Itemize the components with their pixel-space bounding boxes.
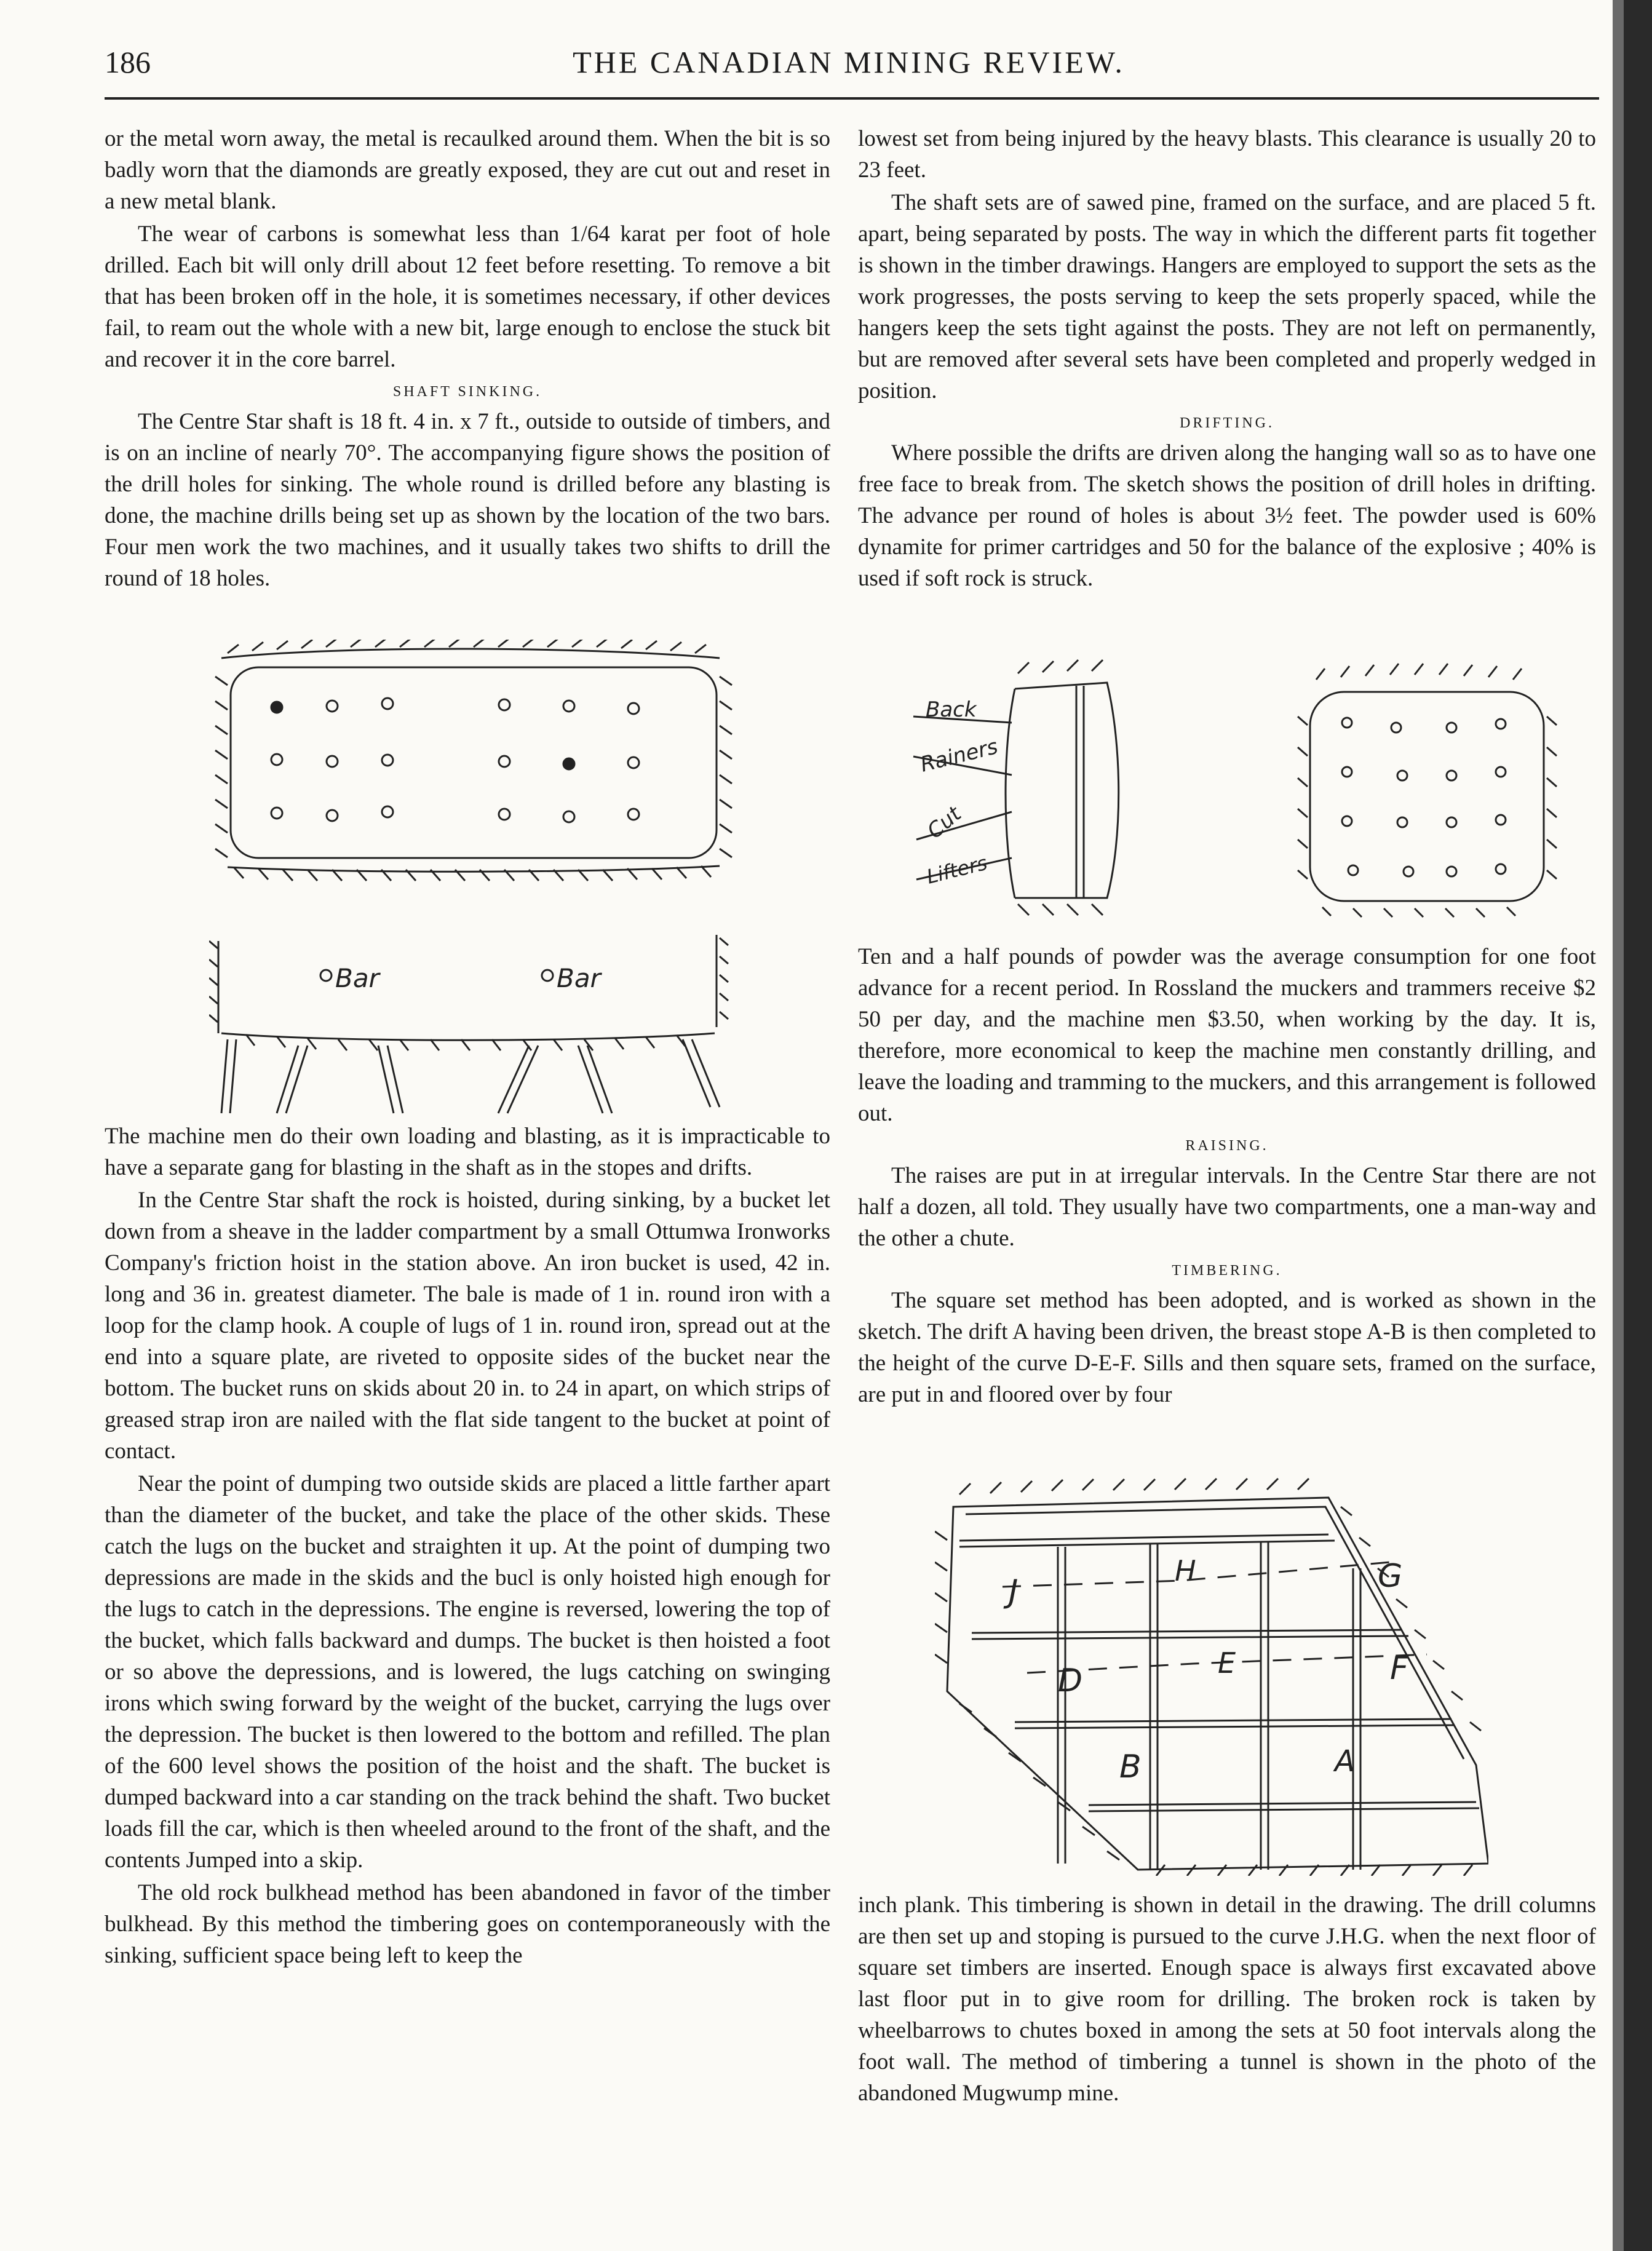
right-column-top — [858, 123, 1596, 595]
label-h: H — [1175, 1554, 1196, 1587]
paragraph: In the Centre Star shaft the rock is hoisted, during sinking, by a bucket let down from a sheave in the ladder compartment by a small Ottumwa Ironworks Company's friction hoist in the station above. An iron bucket is used, 42 in. long and 36 in. greatest diameter. The bale is made of 1 in. round iron with a loop for the clamp hook. A couple of lugs of 1 in. round iron, spread out at the end into a square plate, are riveted to opposite sides of the bucket near the bottom. The bucket runs on skids about 20 in. to 24 in apart, on which strips of greased strap iron are nailed with the flat side tangent to the bucket at point of contact. — [105, 1188, 830, 1464]
section-heading-raising: RAISING. — [1185, 1138, 1269, 1154]
paragraph: The square set method has been adopted, and is worked as shown in the sketch. The drift A having been driven, the breast stope A-B is then completed to the height of the curve D-E-F. Sills and then square sets, framed on the surface, are put in and floored over by four — [858, 1288, 1596, 1407]
left-column-top — [105, 123, 830, 595]
label-g: G — [1378, 1558, 1403, 1595]
paragraph: The wear of carbons is somewhat less than 1/64 karat per foot of hole drilled. Each bit will only drill about 12 feet before resetting. To remove a bit that has been broken off in the hole, it is sometimes necessary, if other devices fail, to ream out the whole with a new bit, large enough to enclose the stuck bit and recover it in the core barrel. — [105, 221, 830, 372]
figure-shaft-drill-holes — [209, 640, 738, 1119]
label-a: A — [1335, 1744, 1355, 1779]
page-number: 186 — [105, 45, 151, 79]
paragraph: lowest set from being injured by the heavy blasts. This clearance is usually 20 to 23 feet. — [858, 126, 1596, 183]
label-lifters: Lifters — [924, 851, 990, 889]
figure-square-set-timbering — [935, 1470, 1488, 1876]
label-back: Back — [926, 697, 977, 722]
label-b: B — [1119, 1749, 1142, 1785]
running-title: THE CANADIAN MINING REVIEW. — [573, 45, 1125, 79]
right-column-bottom — [858, 1889, 1596, 2110]
section-heading-drifting: DRIFTING. — [1180, 415, 1274, 431]
label-d: D — [1058, 1662, 1083, 1699]
drift-drawing — [910, 655, 1575, 919]
label-rainers: Rainers — [918, 734, 1001, 777]
paragraph: The Centre Star shaft is 18 ft. 4 in. x 7 ft., outside to outside of timbers, and is on an incline of nearly 70°. The accompanying figure shows the position of the drill holes for sinking. The whole round is drilled before any blasting is done, the machine drills being set up as shown by the location of the two bars. Four men work the two machines, and it usually takes two shifts to drill the round of 18 holes. — [105, 409, 830, 591]
section-heading-timbering: TIMBERING. — [1172, 1263, 1282, 1279]
bar-label-right: Bar — [557, 963, 601, 993]
paragraph: The raises are put in at irregular intervals. In the Centre Star there are not half a dozen, all told. They usually have two compartments, one a man-way and the other a chute. — [858, 1163, 1596, 1251]
binding-edge — [1613, 0, 1652, 2251]
paragraph: inch plank. This timbering is shown in detail in the drawing. The drill columns are then set up and stoping is pursued to the curve J.H.G. when the next floor of square set timbers are inserted. Enough space is always first excavated above last floor put in to give room for drilling. The broken rock is taken by wheelbarrows to chutes boxed in among the sets at 50 foot intervals along the foot wall. The method of timbering a tunnel is shown in the photo of the abandoned Mugwump mine. — [858, 1892, 1596, 2106]
section-heading-shaft-sinking: SHAFT SINKING. — [392, 384, 542, 400]
left-column-bottom — [105, 1121, 830, 1972]
label-e: E — [1218, 1646, 1236, 1680]
paragraph: The shaft sets are of sawed pine, framed on the surface, and are placed 5 ft. apart, being separated by posts. The way in which the different parts fit together is shown in the timber drawings. Hangers are employed to support the sets as the work progresses, the posts serving to keep the sets properly spaced, while the hangers keep the sets tight against the posts. They are not left on permanently, but are removed after several sets have been completed and properly wedged in position. — [858, 190, 1596, 403]
paragraph: Near the point of dumping two outside skids are placed a little farther apart than the diameter of the bucket, and take the place of the other skids. These catch the lugs on the bucket and straighten it up. At the point of dumping two depressions are made in the skids and the bucl is only hoisted high enough for the lugs to catch in the depressions. The engine is reversed, lowering the top of the bucket, which falls backward and dumps. The bucket is then hoisted a foot or so above the depressions, and is lowered, the lugs catching on swinging irons which swing forward by the weight of the bucket, carrying the lugs over the depression. The bucket is then lowered to the bottom and refilled. The plan of the 600 level shows the position of the hoist and the shaft. The bucket is dumped backward into a car standing on the track behind the shaft. Two bucket loads fill the car, which is then wheeled around to the front of the shaft, and the contents Jumped into a skip. — [105, 1471, 830, 1873]
paragraph: or the metal worn away, the metal is recaulked around them. When the bit is so badly worn that the diamonds are greatly exposed, they are cut out and reset in a new metal blank. — [105, 126, 830, 214]
paragraph: Where possible the drifts are driven along the hanging wall so as to have one free face to break from. The sketch shows the position of drill holes in drifting. The advance per round of holes is about 3½ feet. The powder used is 60% dynamite for primer cartridges and 50 for the balance of the explosive ; 40% is used if soft rock is struck. — [858, 440, 1596, 591]
timbering-drawing — [935, 1470, 1488, 1876]
paragraph: The machine men do their own loading and blasting, as it is impracticable to have a separate gang for blasting in the shaft as in the stopes and drifts. — [105, 1124, 830, 1180]
figure-drift-drill-holes — [910, 655, 1575, 919]
right-column-middle — [858, 941, 1596, 1411]
paragraph: Ten and a half pounds of powder was the average consumption for one foot advance for a recent period. In Rossland the muckers and trammers receive $2 50 per day, and the machine men $3.50, when working by the day. It is, therefore, more economical to keep the machine men constantly drilling, and leave the loading and tramming to the muckers, and this arrangement is followed out. — [858, 944, 1596, 1126]
bar-label-left: Bar — [335, 963, 379, 993]
label-j: J — [1009, 1573, 1019, 1610]
paragraph: The old rock bulkhead method has been abandoned in favor of the timber bulkhead. By this method the timbering goes on contemporaneously with the sinking, sufficient space being left to keep the — [105, 1880, 830, 1968]
label-f: F — [1390, 1650, 1408, 1687]
shaft-drawing — [209, 640, 738, 1119]
header-rule — [105, 97, 1599, 100]
label-cut: Cut — [923, 801, 966, 844]
